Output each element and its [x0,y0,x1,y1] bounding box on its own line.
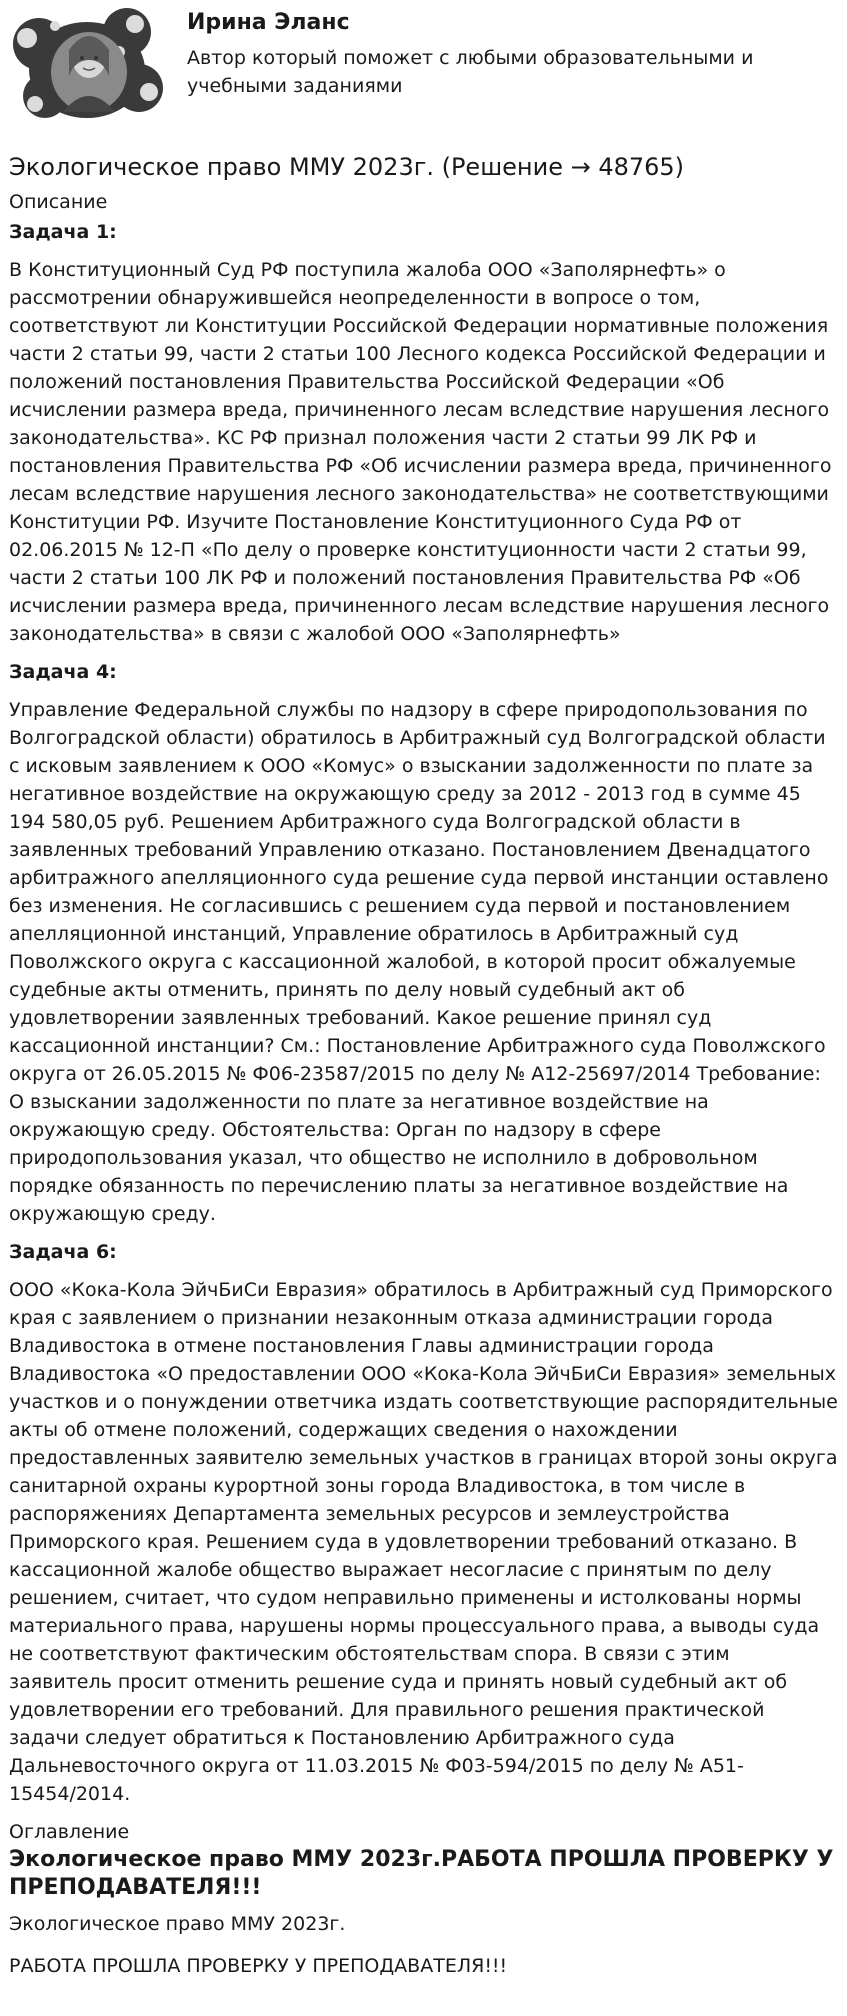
task-title: Задача 6: [9,1241,117,1263]
task-block [9,1238,838,1808]
author-avatar[interactable] [7,0,177,130]
task-text: ООО «Кока-Кола ЭйчБиСи Евразия» обратилось в Арбитражный суд Приморского края с заявлением о признании незаконным отказа администрации города Владивостока в отмене постановления Главы администрации города Владивостока «О предоставлении ООО «Кока-Кола ЭйчБиСи Евразия» земельных участков и о понуждении ответчика издать соответствующие распорядительные акты об отмене положений, содержащих сведения о нахождении предоставленных заявителю земельных участков в границах второй зоны округа санитарной охраны курортной зоны города Владивостока, в том числе в распоряжениях Департамента земельных ресурсов и землеустройства Приморского края. Решением суда в удовлетворении требований отказано. В кассационной жалобе общество выражает несогласие с принятым по делу решением, считает, что судом неправильно применены и истолкованы нормы материального права, нарушены нормы процессуального права, а выводы суда не соответствуют фактическим обстоятельствам спора. В связи с этим заявитель просит отменить решение суда и принять новый судебный акт об удовлетворении его требований. Для правильного решения практической задачи следует обратиться к Постановлению Арбитражного суда Дальневосточного округа от 11.03.2015 № Ф03-594/2015 по делу № А51-15454/2014. [9,1279,838,1805]
toc-heading: Экологическое право ММУ 2023г.РАБОТА ПРОШЛА ПРОВЕРКУ У ПРЕПОДАВАТЕЛЯ!!! [9,1847,834,1900]
task-block [9,218,838,648]
task-text: Управление Федеральной службы по надзору в сфере природопользования по Волгоградской области) обратилось в Арбитражный суд Волгоградской области с исковым заявлением к ООО «Комус» о взыскании задолженности по плате за негативное воздействие на окружающую среду за 2012 - 2013 год в сумме 45 194 580,05 руб. Решением Арбитражного суда Волгоградской области в заявленных требований Управлению отказано. Постановлением Двенадцатого арбитражного апелляционного суда решение суда первой инстанции оставлено без изменения. Не согласившись с решением суда первой и постановлением апелляционной инстанций, Управление обратилось в Арбитражный суд Поволжского округа с кассационной жалобой, в которой просит обжалуемые судебные акты отменить, принять по делу новый судебный акт об удовлетворении заявленных требований. Какое решение принял суд кассационной инстанции? См.: Постановление Арбитражного суда Поволжского округа от 26.05.2015 № Ф06-23587/2015 по делу № А12-25697/2014 Требование: О взыскании задолженности по плате за негативное воздействие на окружающую среду. Обстоятельства: Орган по надзору в сфере природопользования указал, что общество не исполнило в добровольном порядке обязанность по перечислению платы за негативное воздействие на окружающую среду. [9,699,829,1225]
author-description: Автор который поможет с любыми образовательными и учебными заданиями [187,47,754,97]
toc-label: Оглавление [9,1821,130,1843]
toc-line-note: РАБОТА ПРОШЛА ПРОВЕРКУ У ПРЕПОДАВАТЕЛЯ!!! [9,1955,508,1977]
task-block [9,658,838,1228]
avatar-frame-icon [7,0,177,130]
task-title: Задача 1: [9,221,117,243]
toc-line-title: Экологическое право ММУ 2023г. [9,1913,346,1935]
author-card [9,0,838,136]
task-title: Задача 4: [9,661,117,683]
page-title: Экологическое право ММУ 2023г. (Решение → 48765) [9,153,685,181]
author-name[interactable]: Ирина Эланс [187,10,350,35]
description-label: Описание [9,191,108,213]
task-text: В Конституционный Суд РФ поступила жалоба ООО «Заполярнефть» о рассмотрении обнаружившейся неопределенности в вопросе о том, соответствуют ли Конституции Российской Федерации нормативные положения части 2 статьи 99, части 2 статьи 100 Лесного кодекса Российской Федерации и положений постановления Правительства Российской Федерации «Об исчислении размера вреда, причиненного лесам вследствие нарушения лесного законодательства». КС РФ признал положения части 2 статьи 99 ЛК РФ и постановления Правительства РФ «Об исчислении размера вреда, причиненного лесам вследствие нарушения лесного законодательства» не соответствующими Конституции РФ. Изучите Постановление Конституционного Суда РФ от 02.06.2015 № 12-П «По делу о проверке конституционности части 2 статьи 99, части 2 статьи 100 ЛК РФ и положений постановления Правительства РФ «Об исчислении размера вреда, причиненного лесам вследствие нарушения лесного законодательства» в связи с жалобой ООО «Заполярнефть» [9,259,832,645]
